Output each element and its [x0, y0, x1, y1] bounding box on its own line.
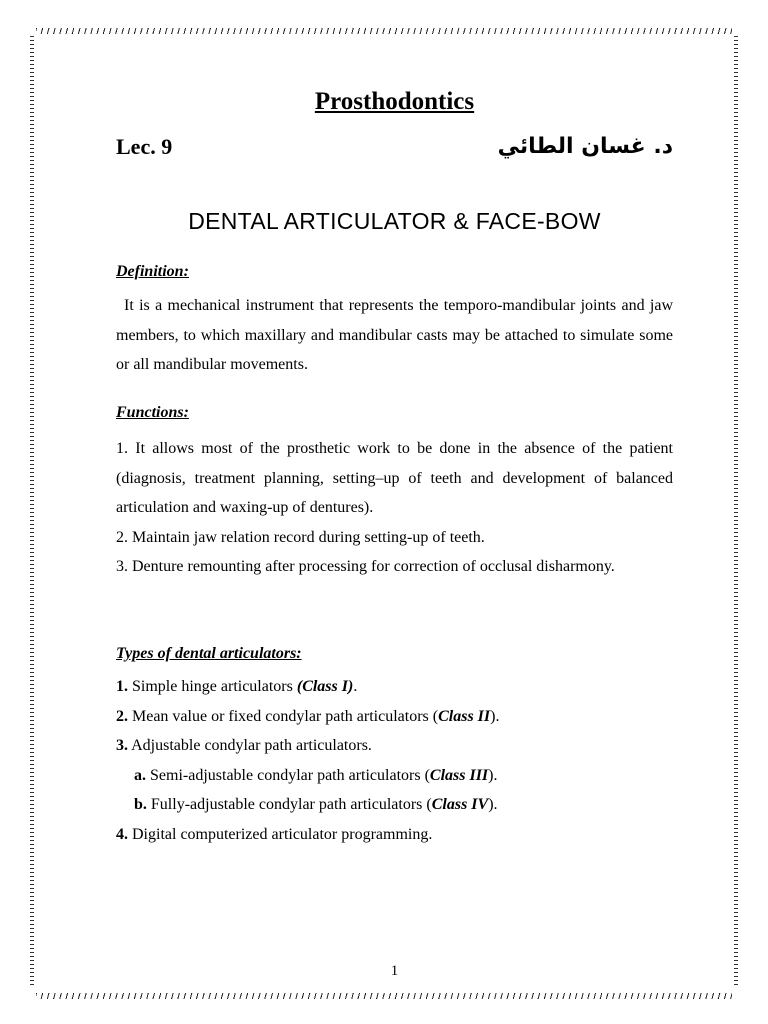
definition-text: It is a mechanical instrument that represents the temporo-mandibular joints and jaw members, to which maxillary and mandibular casts may be attached to simulate some or all mandibular movements. [116, 297, 673, 374]
type-item-tail: ). [488, 796, 498, 813]
type-item-4 [116, 826, 432, 844]
type-item-text: Adjustable condylar path articulators. [128, 737, 372, 754]
course-title: Prosthodontics [314, 88, 475, 115]
type-item-1 [116, 678, 357, 696]
page-border-right [734, 36, 738, 988]
type-item-text: Semi-adjustable condylar path articulators ( [146, 767, 430, 784]
lecture-number: Lec. 9 [116, 134, 173, 159]
type-item-class: (Class I) [296, 678, 354, 695]
type-item-class: Class III [429, 767, 489, 784]
type-item-number: 3. [116, 737, 128, 754]
type-item-tail: ). [490, 708, 500, 725]
type-item-number: a. [134, 767, 146, 784]
definition-heading [116, 263, 189, 281]
type-item-class: Class II [438, 708, 491, 725]
definition-heading-text: Definition [116, 263, 184, 280]
function-item-1: 1. It allows most of the prosthetic work to be done in the absence of the patient (diagnosis, treatment planning, setting–up of teeth and development of balanced articulation and waxing-up of dentures). [116, 440, 673, 517]
type-item-text: Digital computerized articulator programming. [128, 826, 433, 843]
type-item-3a [134, 767, 497, 785]
type-item-number: b. [134, 796, 147, 813]
types-heading: Types of dental articulators: [116, 645, 302, 662]
page-number: 1 [390, 963, 399, 979]
page-border-bottom [36, 993, 732, 999]
function-item-2: 2. Maintain jaw relation record during setting-up of teeth. [116, 529, 485, 546]
functions-heading: Functions: [116, 404, 189, 421]
definition-heading-colon: : [183, 263, 189, 280]
type-item-text: Fully-adjustable condylar path articulators ( [146, 796, 432, 813]
page-border-left [30, 36, 34, 988]
type-item-number: 2. [116, 708, 128, 725]
type-item-3 [116, 737, 372, 755]
type-item-text: Simple hinge articulators [128, 678, 297, 695]
type-item-tail: . [353, 678, 358, 695]
type-item-class: Class IV [431, 796, 489, 813]
type-item-tail: ). [488, 767, 498, 784]
function-item-3: 3. Denture remounting after processing for correction of occlusal disharmony. [116, 558, 615, 575]
type-item-2 [116, 708, 499, 726]
type-item-text: Mean value or fixed condylar path articulators ( [128, 708, 439, 725]
page-border-top [36, 28, 732, 34]
type-item-number: 4. [116, 826, 128, 843]
type-item-3b [134, 796, 498, 814]
author-name: د. غسان الطائي [497, 134, 673, 159]
main-heading: DENTAL ARTICULATOR & FACE-BOW [188, 208, 601, 234]
type-item-number: 1. [116, 678, 128, 695]
